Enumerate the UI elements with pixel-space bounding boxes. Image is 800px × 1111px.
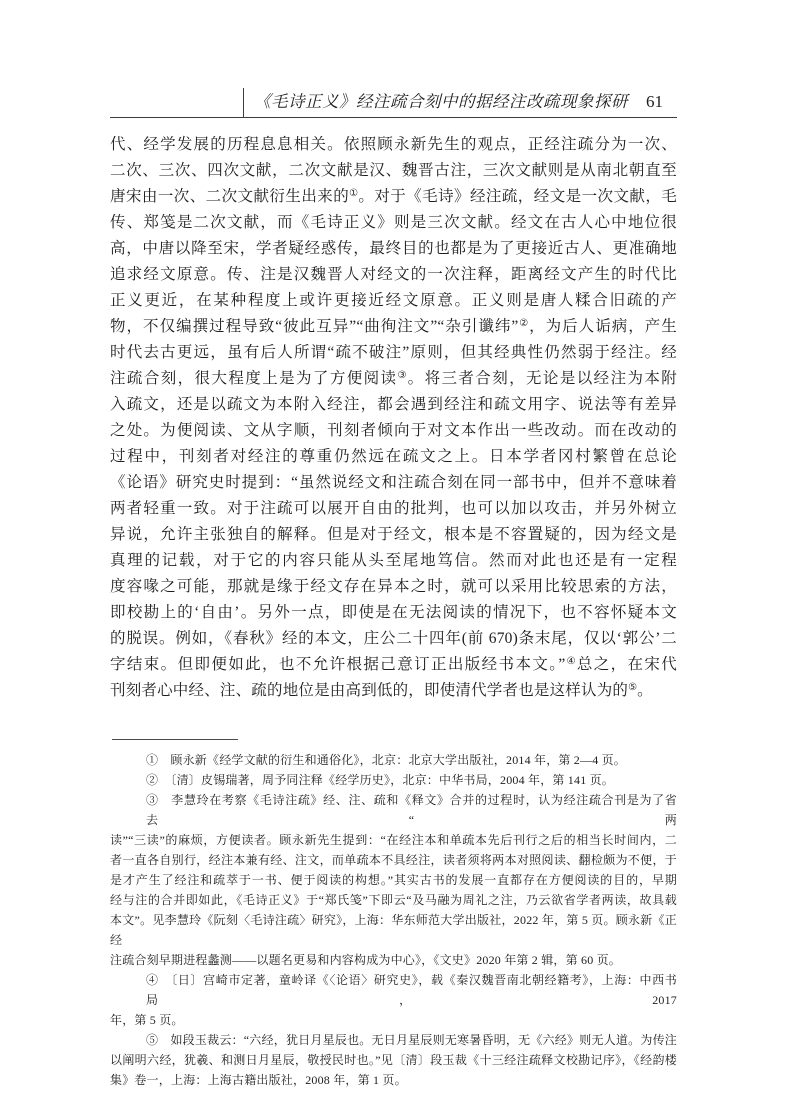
footnote-item [110,970,677,1030]
footnote-ref: ④ [565,656,577,667]
body-line: 即校勘上的‘自由’。另外一点，即使是在无法阅读的情况下，也不容怀疑本文 [110,604,677,621]
footnote-line: ④ 〔日〕宫崎市定著，童岭译《〈论语〉研究史》，载《秦汉魏晋南北朝经籍考》，上海：中西书局，2017 [146,973,677,1007]
page-title: 《毛诗正义》经注疏合刻中的据经注改疏现象探研 [254,91,628,111]
body-line: 物，不仅编撰过程导致“彼此互异”“曲徇注文”“杂引谶纬”②，为后人诟病，产生 [110,318,677,335]
body-line: 传、郑笺是二次文献，而《毛诗正义》则是三次文献。经文在古人心中地位很 [110,214,677,231]
footnote-line: 以阐明六经，犹羲、和测日月星辰，敬授民时也。”见〔清〕段玉裁《十三经注疏释文校勘记序》，《经韵楼 [110,1053,677,1067]
footnote-ref: ① [349,188,359,199]
body-line: 字结束。但即便如此，也不允许根据己意订正出版经书本文。”④总之，在宋代 [110,656,677,673]
body-line: 刊刻者心中经、注、疏的地位是由高到低的，即使清代学者也是这样认为的⑤。 [110,682,653,699]
body-line: 的脱误。例如，《春秋》经的本文，庄公二十四年(前 670)条末尾，仅以‘郭公’二 [110,630,677,647]
footnote-line: 经与注的合并即如此，《毛诗正义》于“郑氏笺”下即云“及马融为周礼之注，乃云欲省学者两读，故具载 [110,893,677,907]
footnote-line: 本文”。见李慧玲《阮刻〈毛诗注疏〉研究》，上海：华东师范大学出版社，2022 年，第 5 页。顾永新《正经 [110,913,677,947]
footnote-item [110,770,677,790]
body-line: 之处。为便阅读、文从字顺，刊刻者倾向于对文本作出一些改动。而在改动的 [110,422,677,439]
footnote-item [110,790,677,970]
body-line: 追求经文原意。传、注是汉魏晋人对经文的一次注释，距离经文产生的时代比 [110,266,677,283]
body-line: 过程中，刊刻者对经注的尊重仍然远在疏文之上。日本学者冈村繁曾在总论 [110,448,677,465]
page-number: 61 [646,92,663,111]
footnote-item [110,1030,677,1090]
footnote-ref: ③ [397,370,408,381]
body-text [110,132,677,704]
footnote-line: 读”“三读”的麻烦，方便读者。顾永新先生提到：“在经注本和单疏本先后刊行之后的相当长时间内，二 [110,833,677,847]
body-line: 两者轻重一致。对于注疏可以展开自由的批判，也可以加以攻击，并另外树立 [110,500,677,517]
body-line: 注疏合刻，很大程度上是为了方便阅读③。将三者合刻，无论是以经注为本附 [110,370,678,387]
body-line: 度容喙之可能，那就是缘于经文存在异本之时，就可以采用比较思索的方法， [110,578,677,595]
body-line: 代、经学发展的历程息息相关。依照顾永新先生的观点，正经注疏分为一次、 [110,136,677,153]
body-line: 高，中唐以降至宋，学者疑经惑传，最终目的也都是为了更接近古人、更准确地 [110,240,677,257]
footnote-ref: ⑤ [628,682,638,693]
body-line: 异说，允许主张独自的解释。但是对于经文，根本是不容置疑的，因为经文是 [110,526,677,543]
footnote-line: ② 〔清〕皮锡瑞著，周予同注释《经学历史》，北京：中华书局，2004 年，第 141 页。 [146,773,615,787]
footnote-line: 注疏合刻早期进程蠡测——以题名更易和内容构成为中心》，《文史》2020 年第 2 辑，第 60 页。 [110,953,622,967]
footnote-line: ① 顾永新《经学文献的衍生和通俗化》，北京：北京大学出版社，2014 年，第 2—4 页。 [146,753,627,767]
body-line: 正义更近，在某种程度上或许更接近经文原意。正义则是唐人糅合旧疏的产 [110,292,677,309]
footnote-item [110,750,677,770]
footnote-separator [112,739,238,740]
footnote-line: 集》卷一，上海：上海古籍出版社，2008 年，第 1 页。 [110,1073,407,1087]
footnote-line: 是才产生了经注和疏萃于一书、便于阅读的构想。”其实古书的发展一直都存在方便阅读的目的，早期 [110,873,677,887]
body-line: 时代去古更远，虽有后人所谓“疏不破注”原则，但其经典性仍然弱于经注。经 [110,344,677,361]
page-header [110,88,677,118]
body-line: 唐宋由一次、二次文献衍生出来的①。对于《毛诗》经注疏，经文是一次文献，毛 [110,188,677,205]
footnote-line: 者一直各自别行，经注本兼有经、注文，而单疏本不具经注，读者须将两本对照阅读、翻检颇为不便，于 [110,853,677,867]
footnote-line: 年，第 5 页。 [110,1013,184,1027]
body-line: 《论语》研究史时提到：“虽然说经文和注疏合刻在同一部书中，但并不意味着 [110,474,677,491]
body-line: 入疏文，还是以疏文为本附入经注，都会遇到经注和疏文用字、说法等有差异 [110,396,677,413]
body-line: 二次、三次、四次文献，二次文献是汉、魏晋古注，三次文献则是从南北朝直至 [110,162,677,179]
footnote-ref: ② [518,318,530,329]
body-line: 真理的记载，对于它的内容只能从头至尾地笃信。然而对此也还是有一定程 [110,552,677,569]
footnotes [110,750,677,1090]
footnote-line: ③ 李慧玲在考察《毛诗注疏》经、注、疏和《释文》合并的过程时，认为经注疏合刊是为了省去“两 [146,793,677,827]
footnote-line: ⑤ 如段玉裁云：“六经，犹日月星辰也。无日月星辰则无寒暑昏明，无《六经》则无人道。为传注 [146,1033,677,1047]
